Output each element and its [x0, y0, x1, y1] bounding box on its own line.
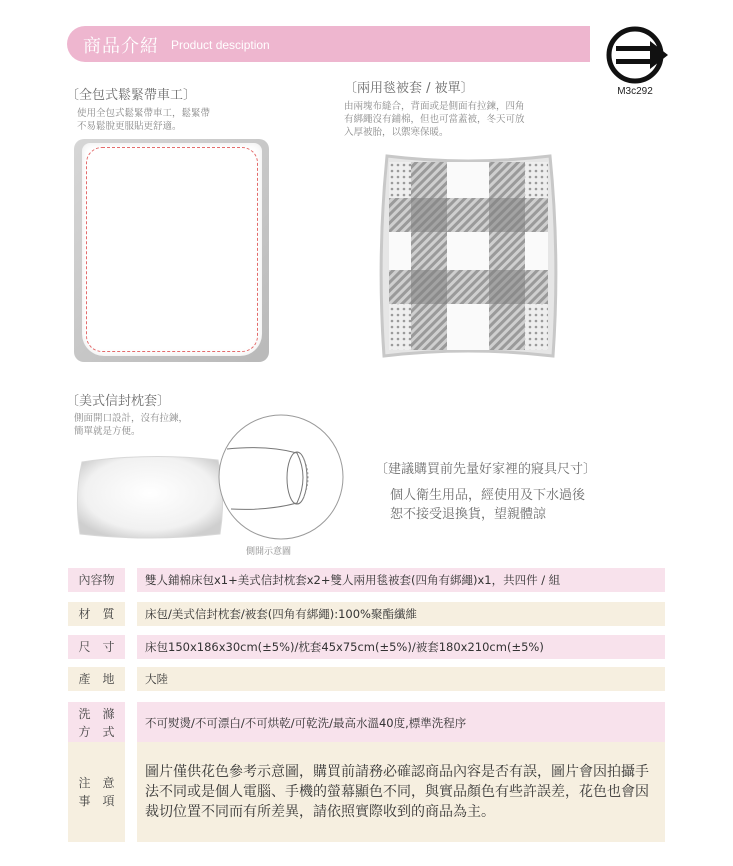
quilt-image: [377, 152, 560, 360]
pillow-image: [76, 452, 224, 542]
spec-value: 不可熨燙/不可漂白/不可烘乾/可乾洗/最高水溫40度,標準洗程序: [137, 702, 665, 744]
spec-label: 內容物: [68, 568, 125, 592]
pillow-title: 〔美式信封枕套〕: [66, 394, 171, 409]
spec-label: 尺 寸: [68, 635, 125, 659]
size-advice: 〔建議購買前先量好家裡的寢具尺寸〕: [375, 462, 597, 477]
spec-row-notes: [68, 742, 665, 842]
spec-value: 床包/美式信封枕套/被套(四角有綁繩):100%聚酯纖維: [137, 602, 665, 626]
spec-row-washing: [68, 702, 665, 744]
spec-row-contents: [68, 568, 665, 592]
section-title: 商品介紹: [83, 36, 159, 57]
return-notice-line1: 個人衛生用品，經使用及下水過後: [390, 488, 586, 503]
spec-row-origin: [68, 667, 665, 691]
section-banner: [67, 26, 590, 62]
quilt-desc: 由兩塊布縫合，背面或是側面有拉鍊，四角 有綁繩沒有鋪棉，但也可當蓋被，冬天可放 入厚被胎，以禦寒保暖。: [344, 101, 525, 138]
pillow-diagram-caption: 側開示意圖: [246, 547, 292, 557]
section-subtitle: Product desciption: [171, 38, 270, 52]
elastic-stitch-outline: [86, 147, 258, 352]
spec-value: 圖片僅供花色參考示意圖，購買前請務必確認商品內容是否有誤，圖片會因拍攝手法不同或是個人電腦、手機的螢幕顯色不同，與實品顏色有些許誤差，花色也會因裁切位置不同而有所差異，請依照實際收到的商品為主。: [137, 742, 665, 842]
spec-label: 注 意 事 項: [68, 742, 125, 842]
spec-label: 材 質: [68, 602, 125, 626]
spec-value: 大陸: [137, 667, 665, 691]
spec-label: 產 地: [68, 667, 125, 691]
spec-row-material: [68, 602, 665, 626]
pillow-opening-diagram: [217, 413, 345, 541]
spec-value: 床包150x186x30cm(±5%)/枕套45x75cm(±5%)/被套180x210cm(±5%): [137, 635, 665, 659]
pillow-desc: 側面開口設計，沒有拉鍊， 簡單就是方便。: [74, 413, 189, 437]
spec-label: 洗 滌 方 式: [68, 702, 125, 744]
fitted-sheet-desc: 使用全包式鬆緊帶車工，鬆緊帶 不易鬆脫更服貼更舒適。: [77, 108, 211, 132]
spec-value: 雙人鋪棉床包x1+美式信封枕套x2+雙人兩用毯被套(四角有綁繩)x1，共四件 / 組: [137, 568, 665, 592]
quilt-title: 〔兩用毯被套 / 被單〕: [344, 81, 474, 96]
cert-label: M3c292: [617, 86, 653, 97]
return-notice-line2: 恕不接受退換貨，望親體諒: [390, 507, 547, 522]
spec-row-size: [68, 635, 665, 659]
fitted-sheet-title: 〔全包式鬆緊帶車工〕: [66, 88, 197, 103]
